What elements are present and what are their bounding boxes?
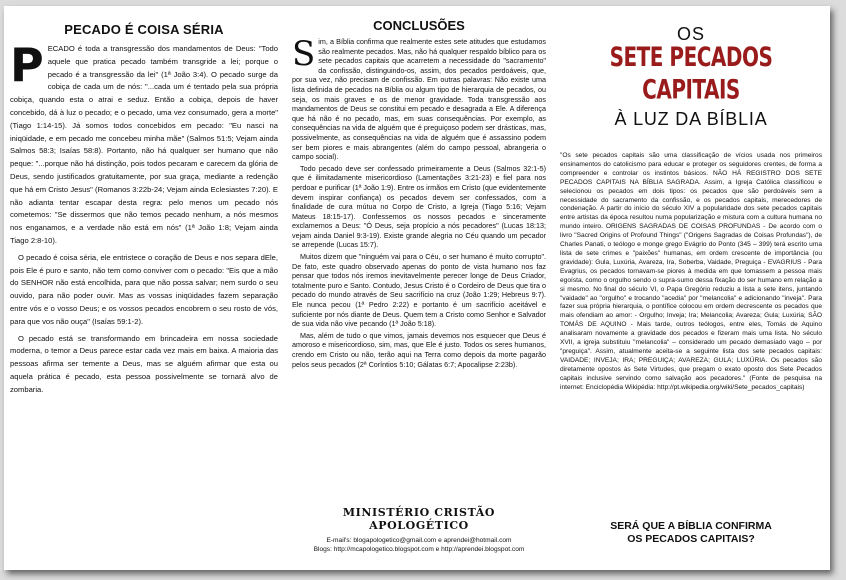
right-paragraph: "Os sete pecados capitais são uma classificação de vícios usada nos primeiros ensinamentos do catolicismo para educar e proteger os seguidores crentes, de forma a compreender e controlar os instintos básicos. NÃO HÁ REGISTRO DOS SETE PECADOS CAPITAIS NA BÍBLIA SAGRADA. Assim, a Igreja Católica classificou e selecionou os pecados em dois tipos: os pecados que são perdoáveis sem a necessidade do sacramento da confissão, e os pecados capitais, merecedores de condenação. A partir do início do século XIV a popularidade dos sete pecados capitais entre artistas da época resultou numa popularização e mistura com a cultura humana no mundo inteiro. ORIGENS SAGRADAS DE COISAS PROFUNDAS - De acordo com o livro "Sacred Origins of Profound Things" ("Origens Sagradas de Coisas Profundas"), de Charles Panati, o teólogo e monge grego Evágrio do Ponto (345 – 399) terá escrito uma lista de sete crimes e "paixões" humanas, em ordem crescente de importância (ou gravidade): Gula, Luxúria, Avareza, Ira, Soberba, Vaidade, Preguiça - EVAGRIUS - Para Evagrius, os pecados tornavam-se piores à medida em que tomassem a pessoa mais egoísta, como o orgulho sendo o supra-sumo dessa fixação do ser humano em relação a si mesmo. No final do século VI, o Papa Gregório reduziu a lista a sete itens, juntando "vaidade" ao "orgulho" e trocando "acedia" por "melancolia" e adicionando "inveja". Para fazer sua própria hierarquia, o pontífice colocou em ordem decrescente os pecados que mais ofendiam ao amor: - Orgulho; Inveja; Ira; Melancolia; Avareza; Gula; Luxúria; SÃO TOMÁS DE AQUINO - Mais tarde, outros teólogos, entre eles, Tomás de Aquino analisaram novamente a gravidade dos pecados e fizeram mais uma lista. No século XVII, a igreja substituiu "melancolia" – considerado um pecado demasiado vago – por "preguiça". Assim, atualmente aceita-se a seguinte lista dos sete pecados capitais: VAIDADE; INVEJA; IRA; PREGUIÇA; AVAREZA; GULA; LUXÚRIA. Os pecados são diretamente opostos às Sete Virtudes, que pregam o exato oposto dos Sete Pecados capitais inclusive servindo como salvação aos pecadores." (Fonte de pesquisa na internet: Enciclopédia Wikipédia: http://pt.wikipedia.org/wiki/Sete_pecados_capitais): [560, 152, 822, 391]
contact-blogs: Blogs: http://mcapologetico.blogspot.com e http://aprendei.blogspot.com: [313, 546, 525, 553]
drop-cap: S: [292, 34, 316, 74]
closing-line-1: SERÁ QUE A BÍBLIA CONFIRMA: [610, 520, 772, 532]
closing-question: [560, 520, 822, 546]
cover-subtitle: À LUZ DA BÍBLIA: [614, 109, 768, 129]
right-column: [560, 6, 822, 570]
pamphlet-sheet: [4, 6, 830, 570]
middle-title: CONCLUSÕES: [373, 18, 465, 33]
middle-body: [292, 34, 546, 369]
left-title: PECADO É COISA SÉRIA: [64, 22, 224, 37]
middle-paragraph: Todo pecado deve ser confessado primeiramente a Deus (Salmos 32:1-5) que é ilimitadamente misericordioso (Lamentações 3:21-23) e fiel para nos perdoar e purificar (1ª João 1:9). Entre os irmãos em Cristo (que evidentemente devem inspirar confiança) os pecados devem ser confessados, com a finalidade de cura mútua no Corpo de Cristo, a Igreja (Tiago 5:16; Vejam Mateus 18:15-17). Confessemos os nossos pecados e sinceramente exclamemos a Deus: "Ó Deus, seja propício a nós pecadores" (Lucas 18:13; vejam ainda Daniel 9:3-19). Existe grande alegria no Céu quando um pecador se arrepende (Lucas 15:7).: [292, 163, 546, 250]
left-paragraph: O pecado é coisa séria, ele entristece o coração de Deus e nos separa dEle, pois Ele é puro e santo, não tem como conviver com o pecado: "Eis que a mão do SENHOR não está encolhida, para que não possa salvar; nem surdo o seu ouvido, para não poder ouvir. Mas as vossas iniqüidades fazem separação entre vós e o vosso Deus; e os vossos pecados encobrem o seu rosto de vós, para que vos não ouça" (Isaías 59:1-2).: [10, 252, 278, 326]
ministry-name: MINISTÉRIO CRISTÃO APOLOGÉTICO: [342, 506, 496, 532]
paragraph-text: ECADO é toda a transgressão dos mandamentos de Deus: "Todo aquele que pratica pecado também transgride a lei; porque o pecado é a transgressão da lei" (1ª João 3:4). O pecado surge da cobiça de cada um de nós: "...cada um é tentado pela sua própria cobiça, quando esta o atrai e seduz. Então a cobiça, depois de haver concebido, dá à luz o pecado; e o pecado, uma vez consumado, gera a morte" (Tiago 1:14-15). Já somos todos concebidos em pecado: "Eu nasci na iniqüidade, e em pecado me concebeu minha mãe" (Salmos 51:5; Vejam ainda Salmos 58:3; Isaías 58:8). Portanto, não há qualquer ser humano que não peque: "...porque não há distinção, pois todos pecaram e carecem da glória de Deus, sendo justificados gratuitamente, por sua graça, mediante a redenção que há em Cristo Jesus" (Romanos 3:22b-24; Vejam ainda Eclesiastes 7:20). E não adianta tentar escapar desta regra: pelo menos um pecado nós cometemos: "Se dissermos que não temos pecado nenhum, a nós mesmos nos enganamos, e a verdade não está em nós" (1ª João 1:8; Vejam ainda Tiago 2:8-10).: [10, 44, 278, 245]
middle-paragraph: Mas, além de tudo o que vimos, jamais devemos nos esquecer que Deus é amoroso e misericordioso, sim, mas, que Ele é justo. Todos os seres humanos, crendo em Cristo ou não, terão aqui na Terra como depois da morte pagarão pelos seus pecados (2ª Coríntios 5:10; Gálatas 6:7; Apocalipse 2:23b).: [292, 330, 546, 369]
ministry-footer: [292, 506, 546, 554]
left-paragraph: [10, 38, 278, 248]
paragraph-text: im, a Bíblia confirma que realmente estes sete atitudes que estudamos são realmente pecados. Mas, não há qualquer respaldo bíblico para os sete pecados capitais que acarretem a necessidade do "sacramento" da confissão, distinguindo-os, assim, dos pecados perdoáveis, que, por sua vez, não precisam de confissão. Em outras palavras: Não existe uma lista definida de pecados na Bíblia ou algum tipo de hierarquia de pecados, ou seja, os mais graves e os de menor gravidade. Toda transgressão aos mandamentos de Deus se constitui em pecado e desagrada a Ele. A diferença que há não é no pecado, mas, em suas consequências. Por exemplo, as consequências na vida de alguém que é preguiçoso podem ser drásticas, mas, possivelmente, as consequências na vida de alguém que é assassino podem ser bem piores e mais abrangentes (além do campo pessoal, abrangeria o campo social).: [292, 37, 546, 162]
left-body: [10, 38, 278, 397]
cover-title: SETE PECADOS CAPITAIS: [609, 40, 773, 106]
contact-emails: E-mail's: blogapologetico@gmail.com e aprendei@hotmail.com: [326, 537, 512, 544]
middle-paragraph: [292, 34, 546, 162]
drop-cap: P: [10, 38, 44, 92]
middle-paragraph: Muitos dizem que "ninguém vai para o Céu, o ser humano é muito corrupto". De fato, este quadro observado apenas do ponto de vista humano nos faz pensar que todos nós iremos inevitavelmente perecer longe de Deus Criador, totalmente puro e Santo. Contudo, Jesus Cristo é o Cordeiro de Deus que tira o pecado do mundo através de Seu sacrifício na cruz (João 1:29; Hebreus 9:7). Ele nunca pecou (1ª Pedro 2:22) e portanto é um sacrifício aceitável e suficiente por nós diante de Deus. Quem tem a Cristo como Senhor e Salvador de sua vida não vive pecando (1ª João 5:18).: [292, 252, 546, 329]
closing-line-2: OS PECADOS CAPITAIS?: [627, 533, 755, 545]
left-column: [10, 6, 278, 570]
cover-os: OS: [676, 24, 705, 44]
middle-column: [292, 6, 546, 570]
left-paragraph: O pecado está se transformando em brincadeira em nossa sociedade moderna, o temor a Deus parece estar cada vez mais em baixa. A maioria das pessoas afirma ser temente a Deus, mas se alguém afirmar que esta ou aquela prática é pecado, esta pessoa possivelmente se tornará alvo de zombaria.: [10, 333, 278, 394]
